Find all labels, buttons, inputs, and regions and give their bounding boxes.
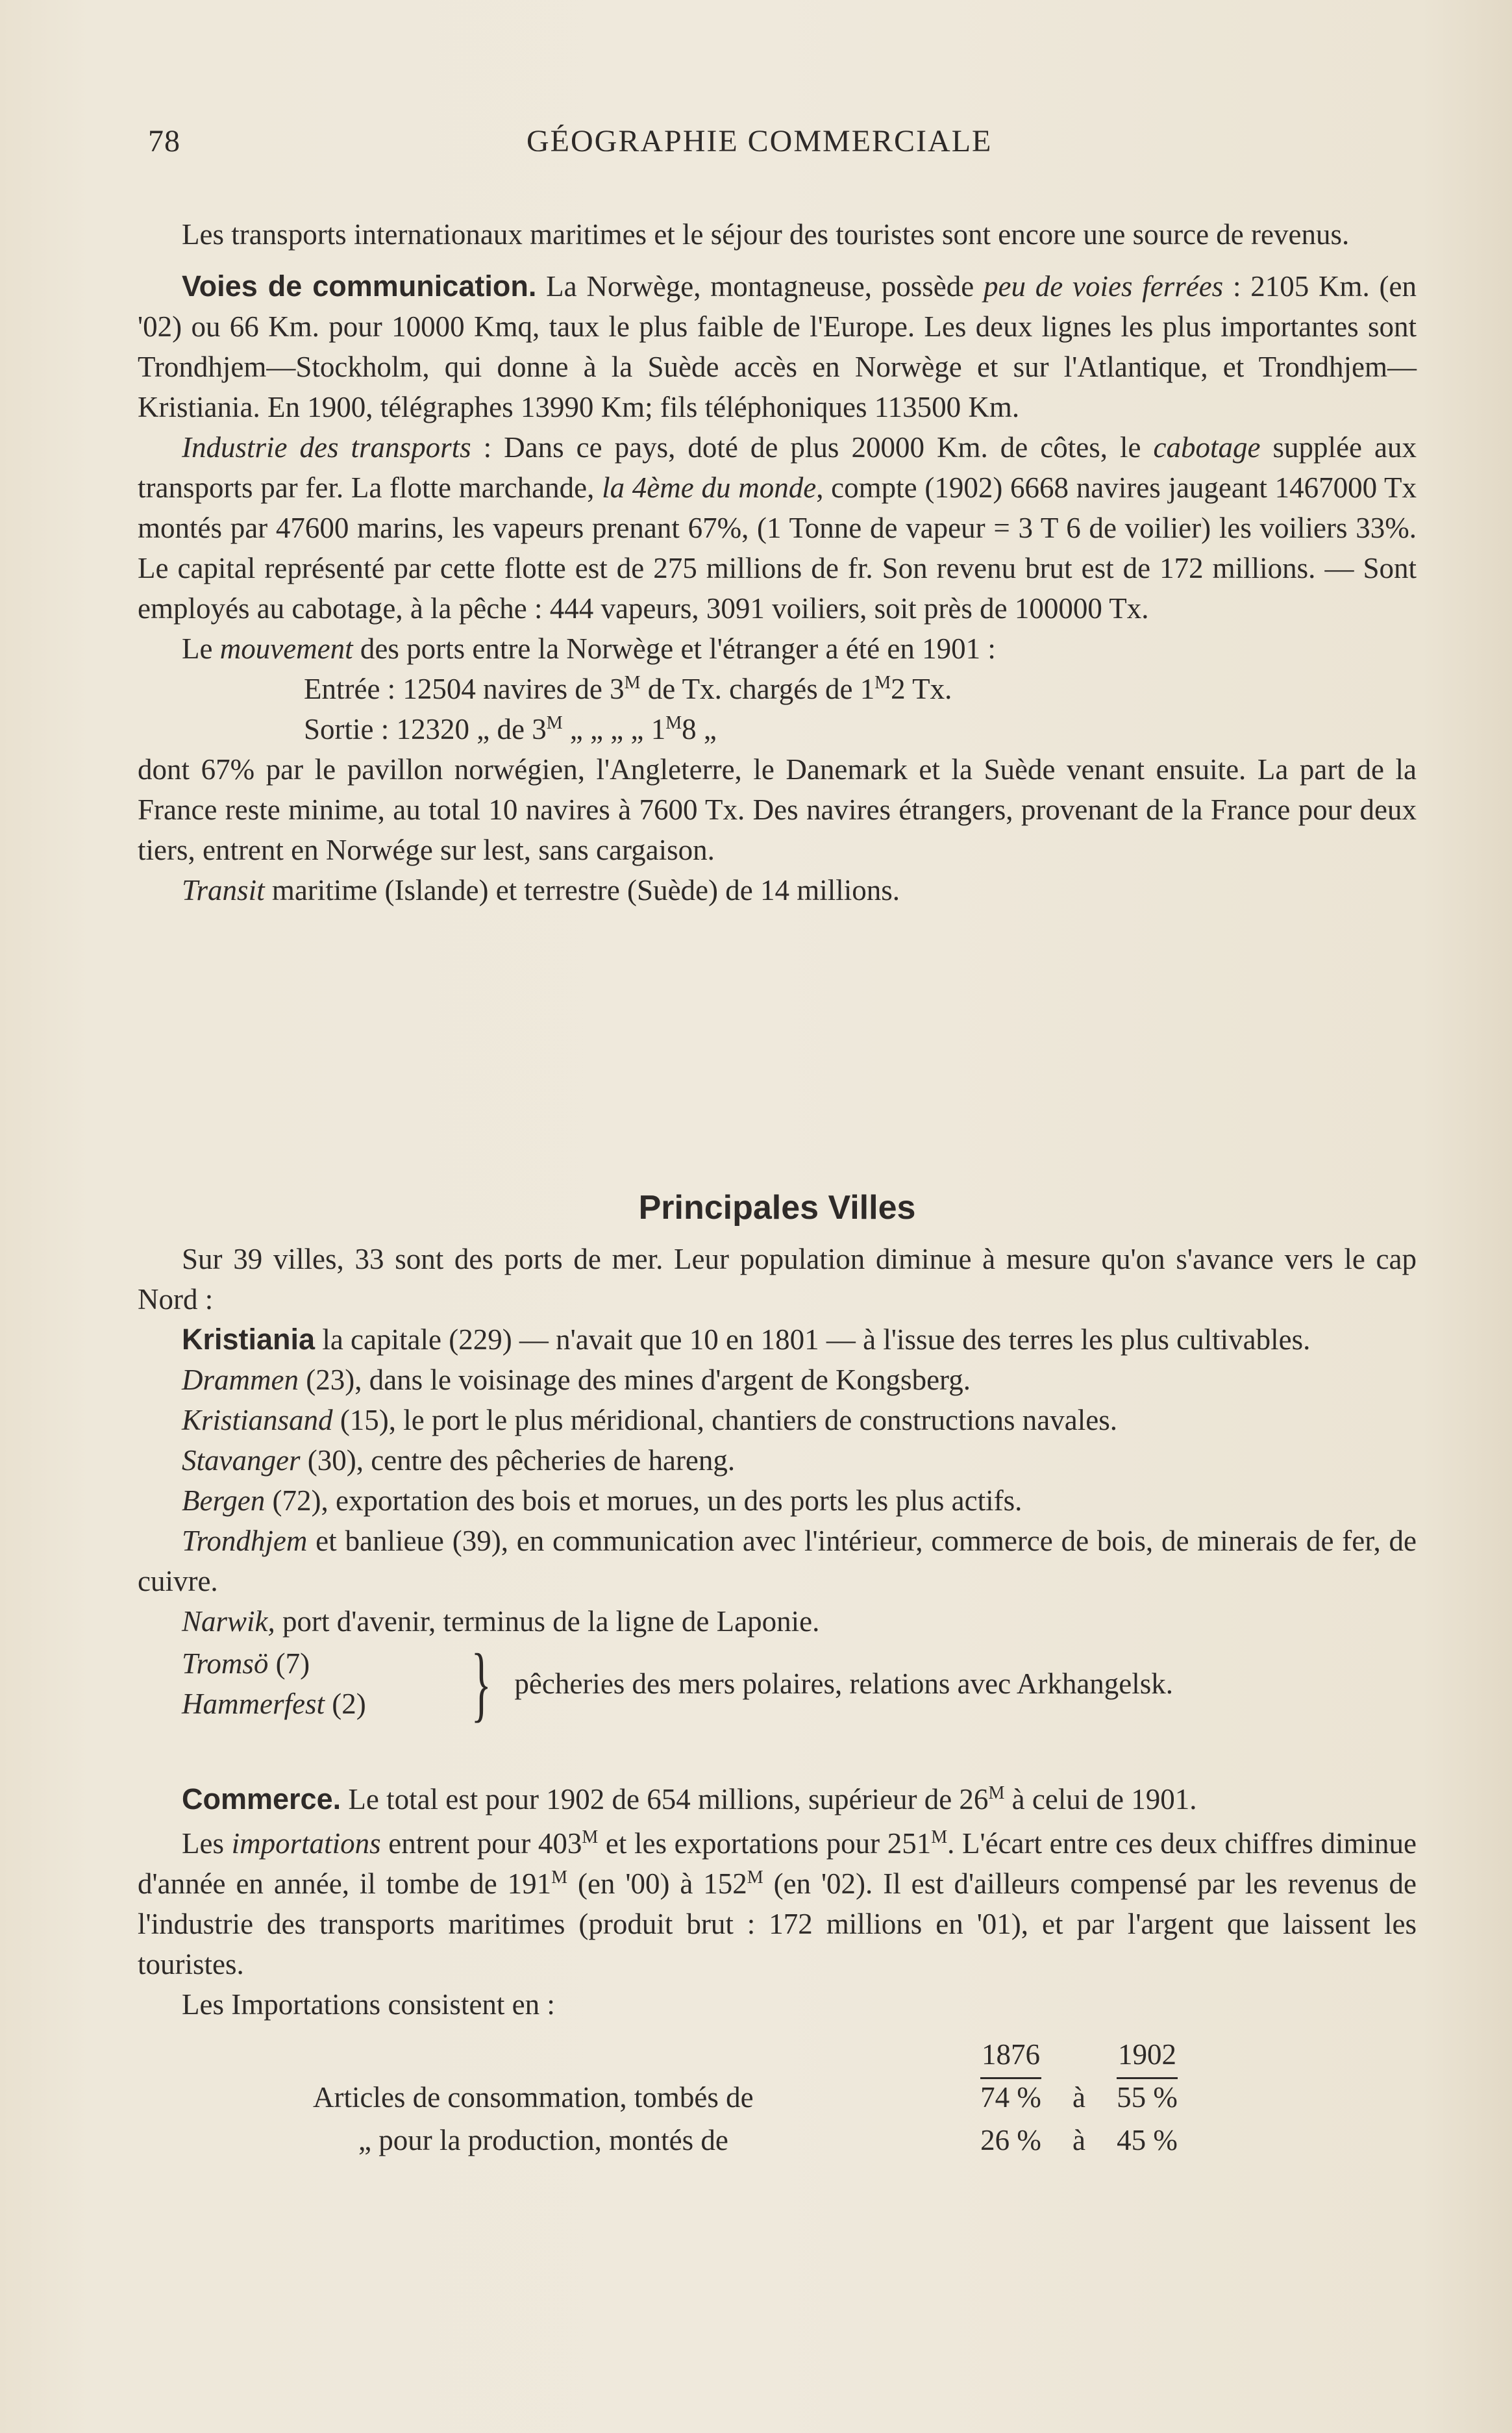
page-number: 78 [148,124,180,158]
city-name: Tromsö [182,1647,269,1680]
city-text: port d'avenir, terminus de la ligne de Laponie. [275,1605,820,1638]
brace-group [138,1637,1417,1730]
intro-paragraph: Les transports internationaux maritimes et le séjour des touristes sont encore une source de revenus. [182,218,1350,251]
mouvement-text-2: des ports entre la Norwège et l'étranger a été en 1901 : [353,632,996,665]
sortie-a: Sortie : 12320 „ de 3 [304,713,547,745]
city-drammen [138,1360,1417,1400]
sup-m: M [546,713,563,733]
sup-m: M [874,673,891,693]
city-name: Stavanger [182,1444,301,1477]
sup-m: M [551,1867,568,1888]
city-text: (72), exportation des bois et morues, un des ports les plus actifs. [265,1484,1022,1517]
imports-row-production [313,2114,1196,2157]
city-tromso [182,1643,461,1684]
p2-d: . L'écart entre ces deux chiffres diminue d'année en année, il tombe de 191 [138,1827,1417,1900]
capital-paragraph [138,1319,1417,1360]
mouvement-paragraph [138,629,1417,669]
villes-section [138,1188,1417,1730]
city-stavanger [138,1440,1417,1480]
sep: à [1072,2124,1085,2156]
mouvement-after: dont 67% par le pavillon norwégien, l'Angleterre, le Danemark et la Suède venant ensuite. La part de la France reste minime, au total 10 navires à 7600 Tx. Des navires étrangers, provenant de la France pour deux tiers, entrent en Norwége sur lest, sans cargaison. [138,753,1417,866]
transit-paragraph [138,870,1417,910]
transit-label: Transit [182,874,265,906]
city-name: Hammerfest [182,1688,325,1720]
city-hammerfest [182,1684,461,1724]
blank-cell [1060,2028,1098,2071]
p2-a: Les [182,1827,232,1860]
sup-m: M [747,1867,763,1888]
p2-b: entrent pour 403 [380,1827,582,1860]
city-kristiansand [138,1400,1417,1440]
voies-text-2: : 2105 Km. (en '02) ou 66 Km. pour 10000 Kmq, taux le plus faible de l'Europe. Les deux lignes les plus importantes sont Trondhjem—Stockholm, qui donne à la Suède accès en Norwège et sur l'Atlantique, et Trondhjem—Kristiania. En 1900, télégraphes 13990 Km; fils téléphoniques 113500 Km. [138,270,1417,423]
industrie-paragraph [138,427,1417,629]
city-text: (23), dans le voisinage des mines d'argent de Kongsberg. [298,1364,971,1396]
sortie-c: 8 „ [682,713,717,745]
commerce-text-2: à celui de 1901. [1004,1783,1197,1815]
curly-brace: } [471,1637,491,1730]
importations-paragraph [138,1823,1417,1984]
mouvement-emph: mouvement [219,632,353,665]
voies-heading: Voies de communication. [182,269,537,303]
sup-m: M [931,1827,948,1847]
p2-f: (en '02). Il est d'ailleurs compensé par les revenus de l'industrie des transports maritimes (produit brut : 172 millions en '01), et par l'argent que laissent les touristes. [138,1867,1417,1980]
voies-paragraph [138,266,1417,427]
industrie-text-1: : Dans ce pays, doté de plus 20000 Km. de côtes, le [471,431,1154,464]
entree-b: de Tx. chargés de 1 [640,673,875,705]
imports-header-row [313,2028,1196,2071]
commerce-text-1: Le total est pour 1902 de 654 millions, supérieur de 26 [341,1783,989,1815]
industrie-text-3: , compte (1902) 6668 navires jaugeant 1467000 Tx montés par 47600 marins, les vapeurs prenant 67%, (1 Tonne de vapeur = 3 T 6 de voilier) les voiliers 33%. Le capital représenté par cette flotte est de 275 millions de fr. Son revenu brut est de 172 millions. — Sont employés au cabotage, à la pêche : 444 vapeurs, 3091 voiliers, soit près de 100000 Tx. [138,471,1417,625]
city-text: (2) [324,1688,366,1720]
value-1902-text: 55 % [1117,2077,1178,2114]
city-name: Bergen [182,1484,266,1517]
value-1876-text: 74 % [980,2077,1041,2114]
entree-c: 2 Tx. [891,673,952,705]
mouvement-text-1: Le [182,632,220,665]
imports-row-consommation [313,2071,1196,2114]
importations-emph: importations [231,1827,381,1860]
fleet-rank: la 4ème du monde [602,471,817,504]
year-1902: 1902 [1118,2038,1176,2071]
cabotage-term: cabotage [1153,431,1261,464]
imports-intro: Les Importations consistent en : [182,1988,555,2021]
row-label: „ pour la production, montés de [358,2124,728,2156]
p2-e: (en '00) à 152 [567,1867,747,1900]
sortie-b: „ „ „ „ 1 [562,713,666,745]
city-name: Drammen [182,1364,299,1396]
sep: à [1072,2081,1085,2114]
city-narwik [138,1601,1417,1641]
commerce-paragraph [138,1779,1417,1819]
sup-m: M [582,1827,599,1847]
city-text: et banlieue (39), en communication avec l'intérieur, commerce de bois, de minerais de fer, de cuivre. [138,1525,1417,1597]
year-1876: 1876 [982,2038,1040,2071]
brace-cities [138,1643,461,1724]
entree-line [138,669,1417,709]
commerce-heading: Commerce. [182,1782,341,1815]
value-1902: 45 % [1117,2124,1178,2156]
running-title: GÉOGRAPHIE COMMERCIALE [527,124,993,158]
entree-a: Entrée : 12504 navires de 3 [304,673,625,705]
sup-m: M [665,713,682,733]
villes-intro: Sur 39 villes, 33 sont des ports de mer. Leur population diminue à mesure qu'on s'avance vers le cap Nord : [138,1243,1417,1316]
commerce-section [138,1779,1417,2157]
row-label: Articles de consommation, tombés de [313,2081,754,2114]
city-text: (7) [268,1647,310,1680]
p2-c: et les exportations pour 251 [598,1827,932,1860]
transit-text: maritime (Islande) et terrestre (Suède) de 14 millions. [264,874,900,906]
voies-text-1: La Norwège, montagneuse, possède [536,270,984,303]
villes-heading: Principales Villes [638,1189,916,1227]
value-1876: 26 % [980,2124,1041,2156]
sortie-line [138,709,1417,749]
value-1902 [1098,2071,1196,2114]
brace-text: pêcheries des mers polaires, relations avec Arkhangelsk. [514,1667,1174,1700]
imports-table [313,2028,1196,2157]
industrie-label: Industrie des transports [182,431,471,464]
city-bergen [138,1480,1417,1521]
value-1876 [962,2071,1060,2114]
top-section [138,214,1417,910]
city-trondhjem [138,1521,1417,1601]
industrie-text-2: supplée aux transports par fer. La flotte marchande, [138,431,1417,504]
sup-m: M [988,1783,1005,1803]
blank-cell [313,2028,962,2071]
city-name: Kristiansand [182,1404,333,1436]
capital-name: Kristiania [182,1323,316,1356]
city-text: (30), centre des pêcheries de hareng. [300,1444,736,1477]
city-text: (15), le port le plus méridional, chantiers de constructions navales. [332,1404,1117,1436]
city-name: Trondhjem [182,1525,308,1557]
capital-text: la capitale (229) — n'avait que 10 en 1801 — à l'issue des terres les plus cultivables. [315,1323,1311,1356]
city-name: Narwik, [182,1605,275,1638]
voies-emph: peu de voies ferrées [984,270,1224,303]
sup-m: M [624,673,641,693]
